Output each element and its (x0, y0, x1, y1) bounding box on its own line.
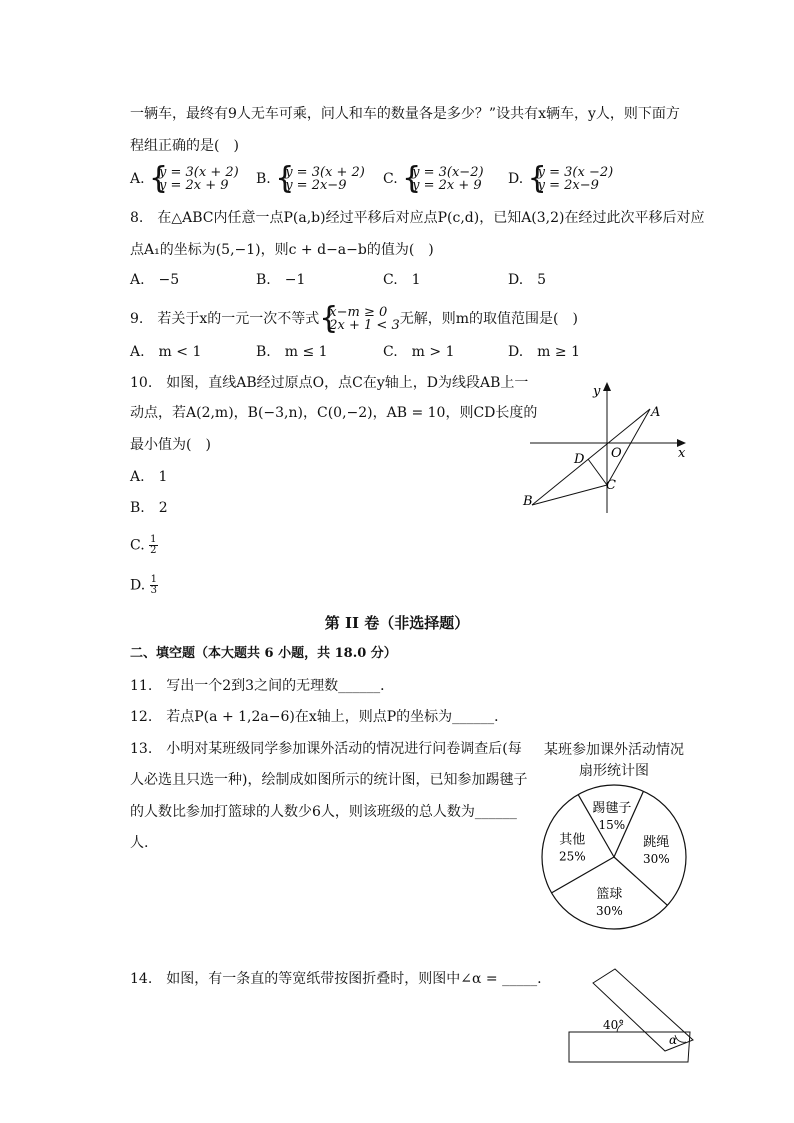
line-ab (532, 409, 650, 505)
q7-stem-line1: 一辆车，最终有9人无车可乘，问人和车的数量各是多少？”设共有x辆车，y人，则下面方 (130, 106, 680, 122)
equation-system: { y = 3(x−2) y = 2x + 9 (404, 166, 483, 192)
q7-option-a: A. { y = 3(x + 2) y = 2x + 9 (130, 166, 239, 192)
q7-option-b: B. { y = 3(x + 2) y = 2x−9 (256, 166, 365, 192)
q13-stem-line3: 的人数比参加打篮球的人数少6人，则该班级的总人数为______ (130, 804, 517, 820)
q8-option-b: B. −1 (256, 272, 306, 288)
label-x: x (678, 446, 686, 461)
pie-slice-label: 其他 (559, 832, 586, 848)
q13-stem-line1: 13. 小明对某班级同学参加课外活动的情况进行问卷调查后(每 (130, 741, 522, 757)
q10-stem-line2: 动点，若A(2,m)，B(−3,n)，C(0,−2)，AB = 10，则CD长度的 (130, 405, 538, 421)
pie-slice-label: 跳绳 (643, 835, 670, 851)
segment-bc (532, 485, 607, 505)
fraction: $\frac{1}{2}$ (150, 534, 157, 556)
label-d: D (574, 452, 585, 467)
q7-option-d: D. { y = 3(x −2) y = 2x−9 (508, 166, 613, 192)
q13-stem-line2: 人必选且只选一种)，绘制成如图所示的统计图，已知参加踢毽子 (130, 772, 528, 788)
q7-stem-line2: 程组正确的是( ) (130, 138, 239, 154)
label-o: O (611, 446, 622, 461)
pie-slice-label: 篮球 (596, 886, 623, 902)
strip-folded (593, 969, 693, 1051)
label-a: A (651, 405, 661, 420)
pie-slice-percent: 15% (598, 817, 626, 832)
q14-stem: 14. 如图，有一条直的等宽纸带按图折叠时，则图中∠α = _____. (130, 971, 542, 987)
label-40-degree: 40° (603, 1018, 625, 1032)
q8-option-c: C. 1 (383, 272, 421, 288)
q11-stem: 11. 写出一个2到3之间的无理数______． (130, 678, 395, 694)
q7-option-c: C. { y = 3(x−2) y = 2x + 9 (383, 166, 484, 192)
q14-folded-strip-figure (565, 965, 700, 1070)
label-c: C (606, 478, 616, 493)
equation-system: { y = 3(x + 2) y = 2x−9 (277, 166, 365, 192)
segment-dc (588, 459, 607, 485)
q9-stem: 9. 若关于x的一元一次不等式 { x−m ≥ 0 2x + 1 < 3 无解，则m的取值范围是( ) (130, 306, 578, 332)
equation-system: { y = 3(x + 2) y = 2x + 9 (151, 166, 239, 192)
q10-option-b: B. 2 (130, 500, 168, 516)
q9-option-d: D. m ≥ 1 (508, 344, 580, 360)
equation-system: { y = 3(x −2) y = 2x−9 (530, 166, 614, 192)
y-axis-arrow-icon (603, 382, 611, 391)
q10-stem-line1: 10. 如图，直线AB经过原点O，点C在y轴上，D为线段AB上一 (130, 375, 529, 391)
label-y: y (593, 384, 601, 399)
fraction: $\frac{1}{3}$ (150, 574, 158, 596)
q8-stem-line1: 8. 在△ABC内任意一点P(a,b)经过平移后对应点P(c,d)，已知A(3,2)在经过此次平移后对应 (130, 210, 705, 226)
pie-slice-percent: 30% (596, 903, 623, 918)
q10-option-a: A. 1 (130, 469, 168, 485)
q10-option-c: C. $\frac{1}{2}$ (130, 534, 157, 556)
q10-stem-line3: 最小值为( ) (130, 437, 211, 453)
q12-stem: 12. 若点P(a + 1,2a−6)在x轴上，则点P的坐标为______． (130, 709, 509, 725)
label-b: B (523, 494, 533, 509)
section-title: 第 II 卷（非选择题） (324, 614, 470, 632)
q9-option-c: C. m > 1 (383, 344, 455, 360)
label-alpha: α (669, 1033, 678, 1047)
q8-option-a: A. −5 (130, 272, 180, 288)
pie-chart-title: 某班参加课外活动情况 扇形统计图 (544, 742, 684, 779)
q13-stem-line4: 人. (130, 835, 149, 851)
pie-slice-percent: 25% (558, 849, 586, 864)
inequality-system: { x−m ≥ 0 2x + 1 < 3 (321, 306, 399, 332)
pie-chart (534, 782, 694, 932)
q8-stem-line2: 点A₁的坐标为(5,−1)，则c + d−a−b的值为( ) (130, 242, 434, 258)
pie-slice-label: 踢毽子 (592, 800, 632, 816)
pie-slice-percent: 30% (642, 852, 670, 867)
q9-option-b: B. m ≤ 1 (256, 344, 328, 360)
q8-option-d: D. 5 (508, 272, 547, 288)
q9-option-a: A. m < 1 (130, 344, 202, 360)
q10-option-d: D. $\frac{1}{3}$ (130, 574, 158, 596)
section-heading: 二、填空题（本大题共 6 小题，共 18.0 分） (130, 646, 397, 661)
q10-coordinate-figure (520, 375, 700, 520)
